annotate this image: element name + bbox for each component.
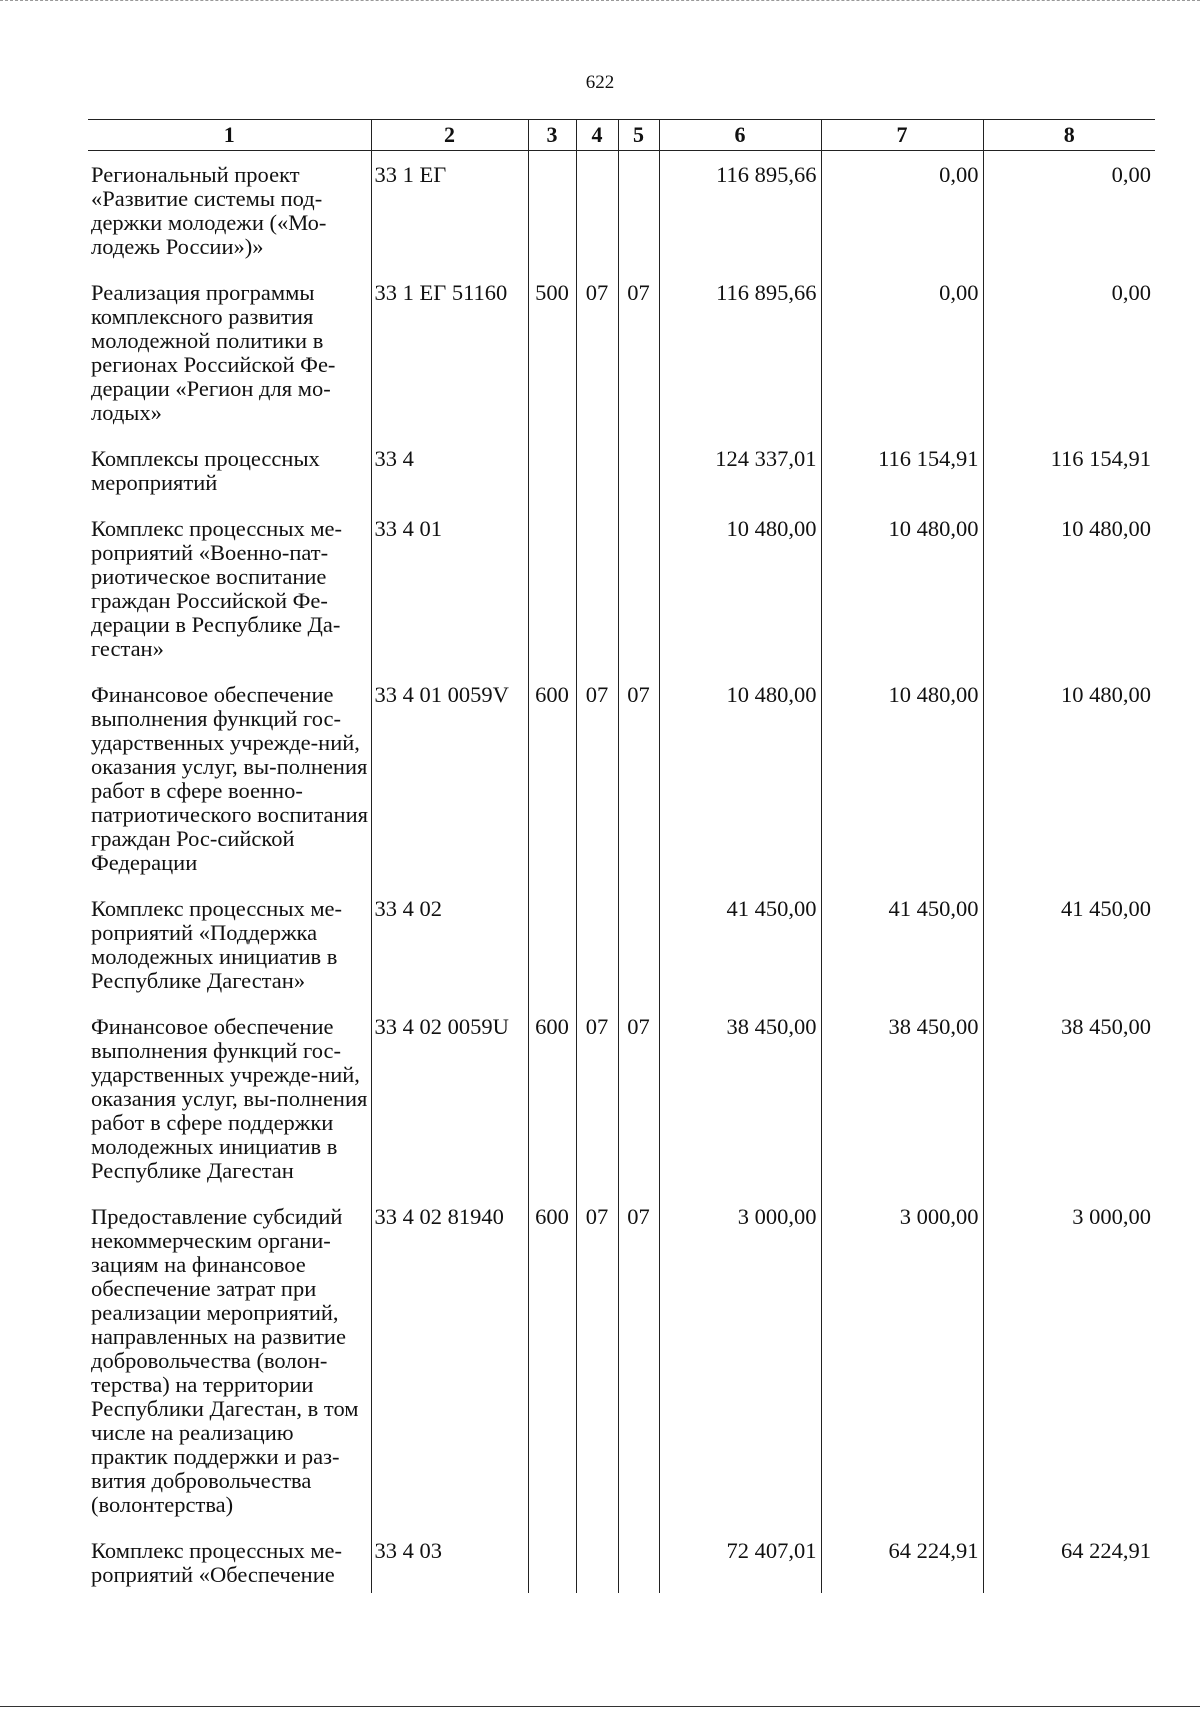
row-value-8: 10 480,00 bbox=[983, 671, 1155, 885]
row-col3: 600 bbox=[528, 1193, 576, 1527]
row-value-8: 64 224,91 bbox=[983, 1527, 1155, 1593]
row-value-7: 116 154,91 bbox=[821, 435, 983, 505]
row-value-8: 10 480,00 bbox=[983, 505, 1155, 671]
row-col5 bbox=[618, 435, 659, 505]
row-col3 bbox=[528, 885, 576, 1003]
row-value-7: 0,00 bbox=[821, 151, 983, 270]
table-row bbox=[88, 1527, 1155, 1593]
row-code: 33 4 02 0059U bbox=[371, 1003, 528, 1193]
row-code: 33 4 02 bbox=[371, 885, 528, 1003]
row-value-6: 38 450,00 bbox=[659, 1003, 821, 1193]
row-value-8: 38 450,00 bbox=[983, 1003, 1155, 1193]
row-name: Комплекс процессных ме-роприятий «Поддержка молодежных инициатив в Республике Дагестан» bbox=[91, 896, 343, 993]
row-value-8: 0,00 bbox=[983, 151, 1155, 270]
row-col5 bbox=[618, 505, 659, 671]
row-col3: 600 bbox=[528, 671, 576, 885]
column-header-7: 7 bbox=[821, 120, 983, 151]
row-col4: 07 bbox=[576, 1003, 618, 1193]
row-col3 bbox=[528, 435, 576, 505]
column-header-1: 1 bbox=[88, 120, 371, 151]
row-name: Региональный проект «Развитие системы под-держки молодежи («Мо-лодежь России»)» bbox=[91, 162, 327, 259]
row-col4: 07 bbox=[576, 671, 618, 885]
row-name: Реализация программы комплексного развития молодежной политики в регионах Российской Фе-дерации «Регион для мо-лодых» bbox=[91, 280, 336, 425]
column-header-2: 2 bbox=[371, 120, 528, 151]
row-col5: 07 bbox=[618, 269, 659, 435]
table-row bbox=[88, 1003, 1155, 1193]
row-col3 bbox=[528, 1527, 576, 1593]
row-name: Предоставление субсидий некоммерческим органи-зациям на финансовое обеспечение затрат при реализации мероприятий, направленных на развитие добровольчества (волон-терства) на территории Республики Дагестан, в том числе на реализацию практик поддержки и раз-вития добровольчества (волонтерства) bbox=[91, 1204, 359, 1517]
row-code: 33 1 ЕГ bbox=[371, 151, 528, 270]
row-col4 bbox=[576, 505, 618, 671]
row-value-6: 41 450,00 bbox=[659, 885, 821, 1003]
row-code: 33 4 02 81940 bbox=[371, 1193, 528, 1527]
row-value-6: 116 895,66 bbox=[659, 269, 821, 435]
table-row bbox=[88, 1193, 1155, 1527]
column-header-6: 6 bbox=[659, 120, 821, 151]
row-col5: 07 bbox=[618, 671, 659, 885]
row-col5: 07 bbox=[618, 1003, 659, 1193]
row-col4: 07 bbox=[576, 269, 618, 435]
row-value-8: 41 450,00 bbox=[983, 885, 1155, 1003]
row-col5: 07 bbox=[618, 1193, 659, 1527]
row-value-6: 72 407,01 bbox=[659, 1527, 821, 1593]
scan-top-edge bbox=[0, 0, 1200, 1]
row-value-7: 10 480,00 bbox=[821, 671, 983, 885]
row-name: Финансовое обеспечение выполнения функций гос-ударственных учрежде-ний, оказания услуг, вы-полнения работ в сфере военно-патриотического воспитания граждан Рос-сийской Федерации bbox=[91, 682, 368, 875]
row-col5 bbox=[618, 1527, 659, 1593]
row-value-7: 3 000,00 bbox=[821, 1193, 983, 1527]
row-col3 bbox=[528, 505, 576, 671]
table-row bbox=[88, 885, 1155, 1003]
row-code: 33 4 bbox=[371, 435, 528, 505]
row-col4 bbox=[576, 885, 618, 1003]
row-code: 33 4 01 bbox=[371, 505, 528, 671]
row-value-8: 0,00 bbox=[983, 269, 1155, 435]
row-value-7: 41 450,00 bbox=[821, 885, 983, 1003]
row-col4: 07 bbox=[576, 1193, 618, 1527]
row-value-8: 3 000,00 bbox=[983, 1193, 1155, 1527]
column-header-5: 5 bbox=[618, 120, 659, 151]
row-value-8: 116 154,91 bbox=[983, 435, 1155, 505]
row-code: 33 4 01 0059V bbox=[371, 671, 528, 885]
column-header-8: 8 bbox=[983, 120, 1155, 151]
row-value-6: 3 000,00 bbox=[659, 1193, 821, 1527]
row-code: 33 1 ЕГ 51160 bbox=[371, 269, 528, 435]
table-row bbox=[88, 269, 1155, 435]
row-name: Комплекс процессных ме-роприятий «Обеспечение bbox=[91, 1538, 343, 1587]
row-value-6: 10 480,00 bbox=[659, 505, 821, 671]
scan-bottom-edge bbox=[0, 1706, 1200, 1707]
row-col5 bbox=[618, 151, 659, 270]
row-value-6: 124 337,01 bbox=[659, 435, 821, 505]
row-value-6: 10 480,00 bbox=[659, 671, 821, 885]
row-code: 33 4 03 bbox=[371, 1527, 528, 1593]
table-header-row bbox=[88, 120, 1155, 151]
column-header-4: 4 bbox=[576, 120, 618, 151]
table-row bbox=[88, 435, 1155, 505]
row-col3: 600 bbox=[528, 1003, 576, 1193]
row-value-7: 64 224,91 bbox=[821, 1527, 983, 1593]
row-value-7: 0,00 bbox=[821, 269, 983, 435]
budget-table bbox=[88, 119, 1155, 1593]
row-col4 bbox=[576, 1527, 618, 1593]
row-col3 bbox=[528, 151, 576, 270]
row-col4 bbox=[576, 151, 618, 270]
column-header-3: 3 bbox=[528, 120, 576, 151]
row-value-7: 38 450,00 bbox=[821, 1003, 983, 1193]
row-value-6: 116 895,66 bbox=[659, 151, 821, 270]
row-name: Финансовое обеспечение выполнения функций гос-ударственных учрежде-ний, оказания услуг, вы-полнения работ в сфере поддержки молодежных инициатив в Республике Дагестан bbox=[91, 1014, 368, 1183]
row-col5 bbox=[618, 885, 659, 1003]
row-value-7: 10 480,00 bbox=[821, 505, 983, 671]
row-name: Комплекс процессных ме-роприятий «Военно-пат-риотическое воспитание граждан Российской Фе-дерации в Республике Да-гестан» bbox=[91, 516, 343, 661]
table-row bbox=[88, 151, 1155, 270]
page-number: 622 bbox=[585, 72, 615, 93]
table-row bbox=[88, 505, 1155, 671]
budget-table-container bbox=[88, 119, 1155, 1593]
row-col3: 500 bbox=[528, 269, 576, 435]
table-row bbox=[88, 671, 1155, 885]
row-col4 bbox=[576, 435, 618, 505]
row-name: Комплексы процессных мероприятий bbox=[91, 446, 320, 495]
